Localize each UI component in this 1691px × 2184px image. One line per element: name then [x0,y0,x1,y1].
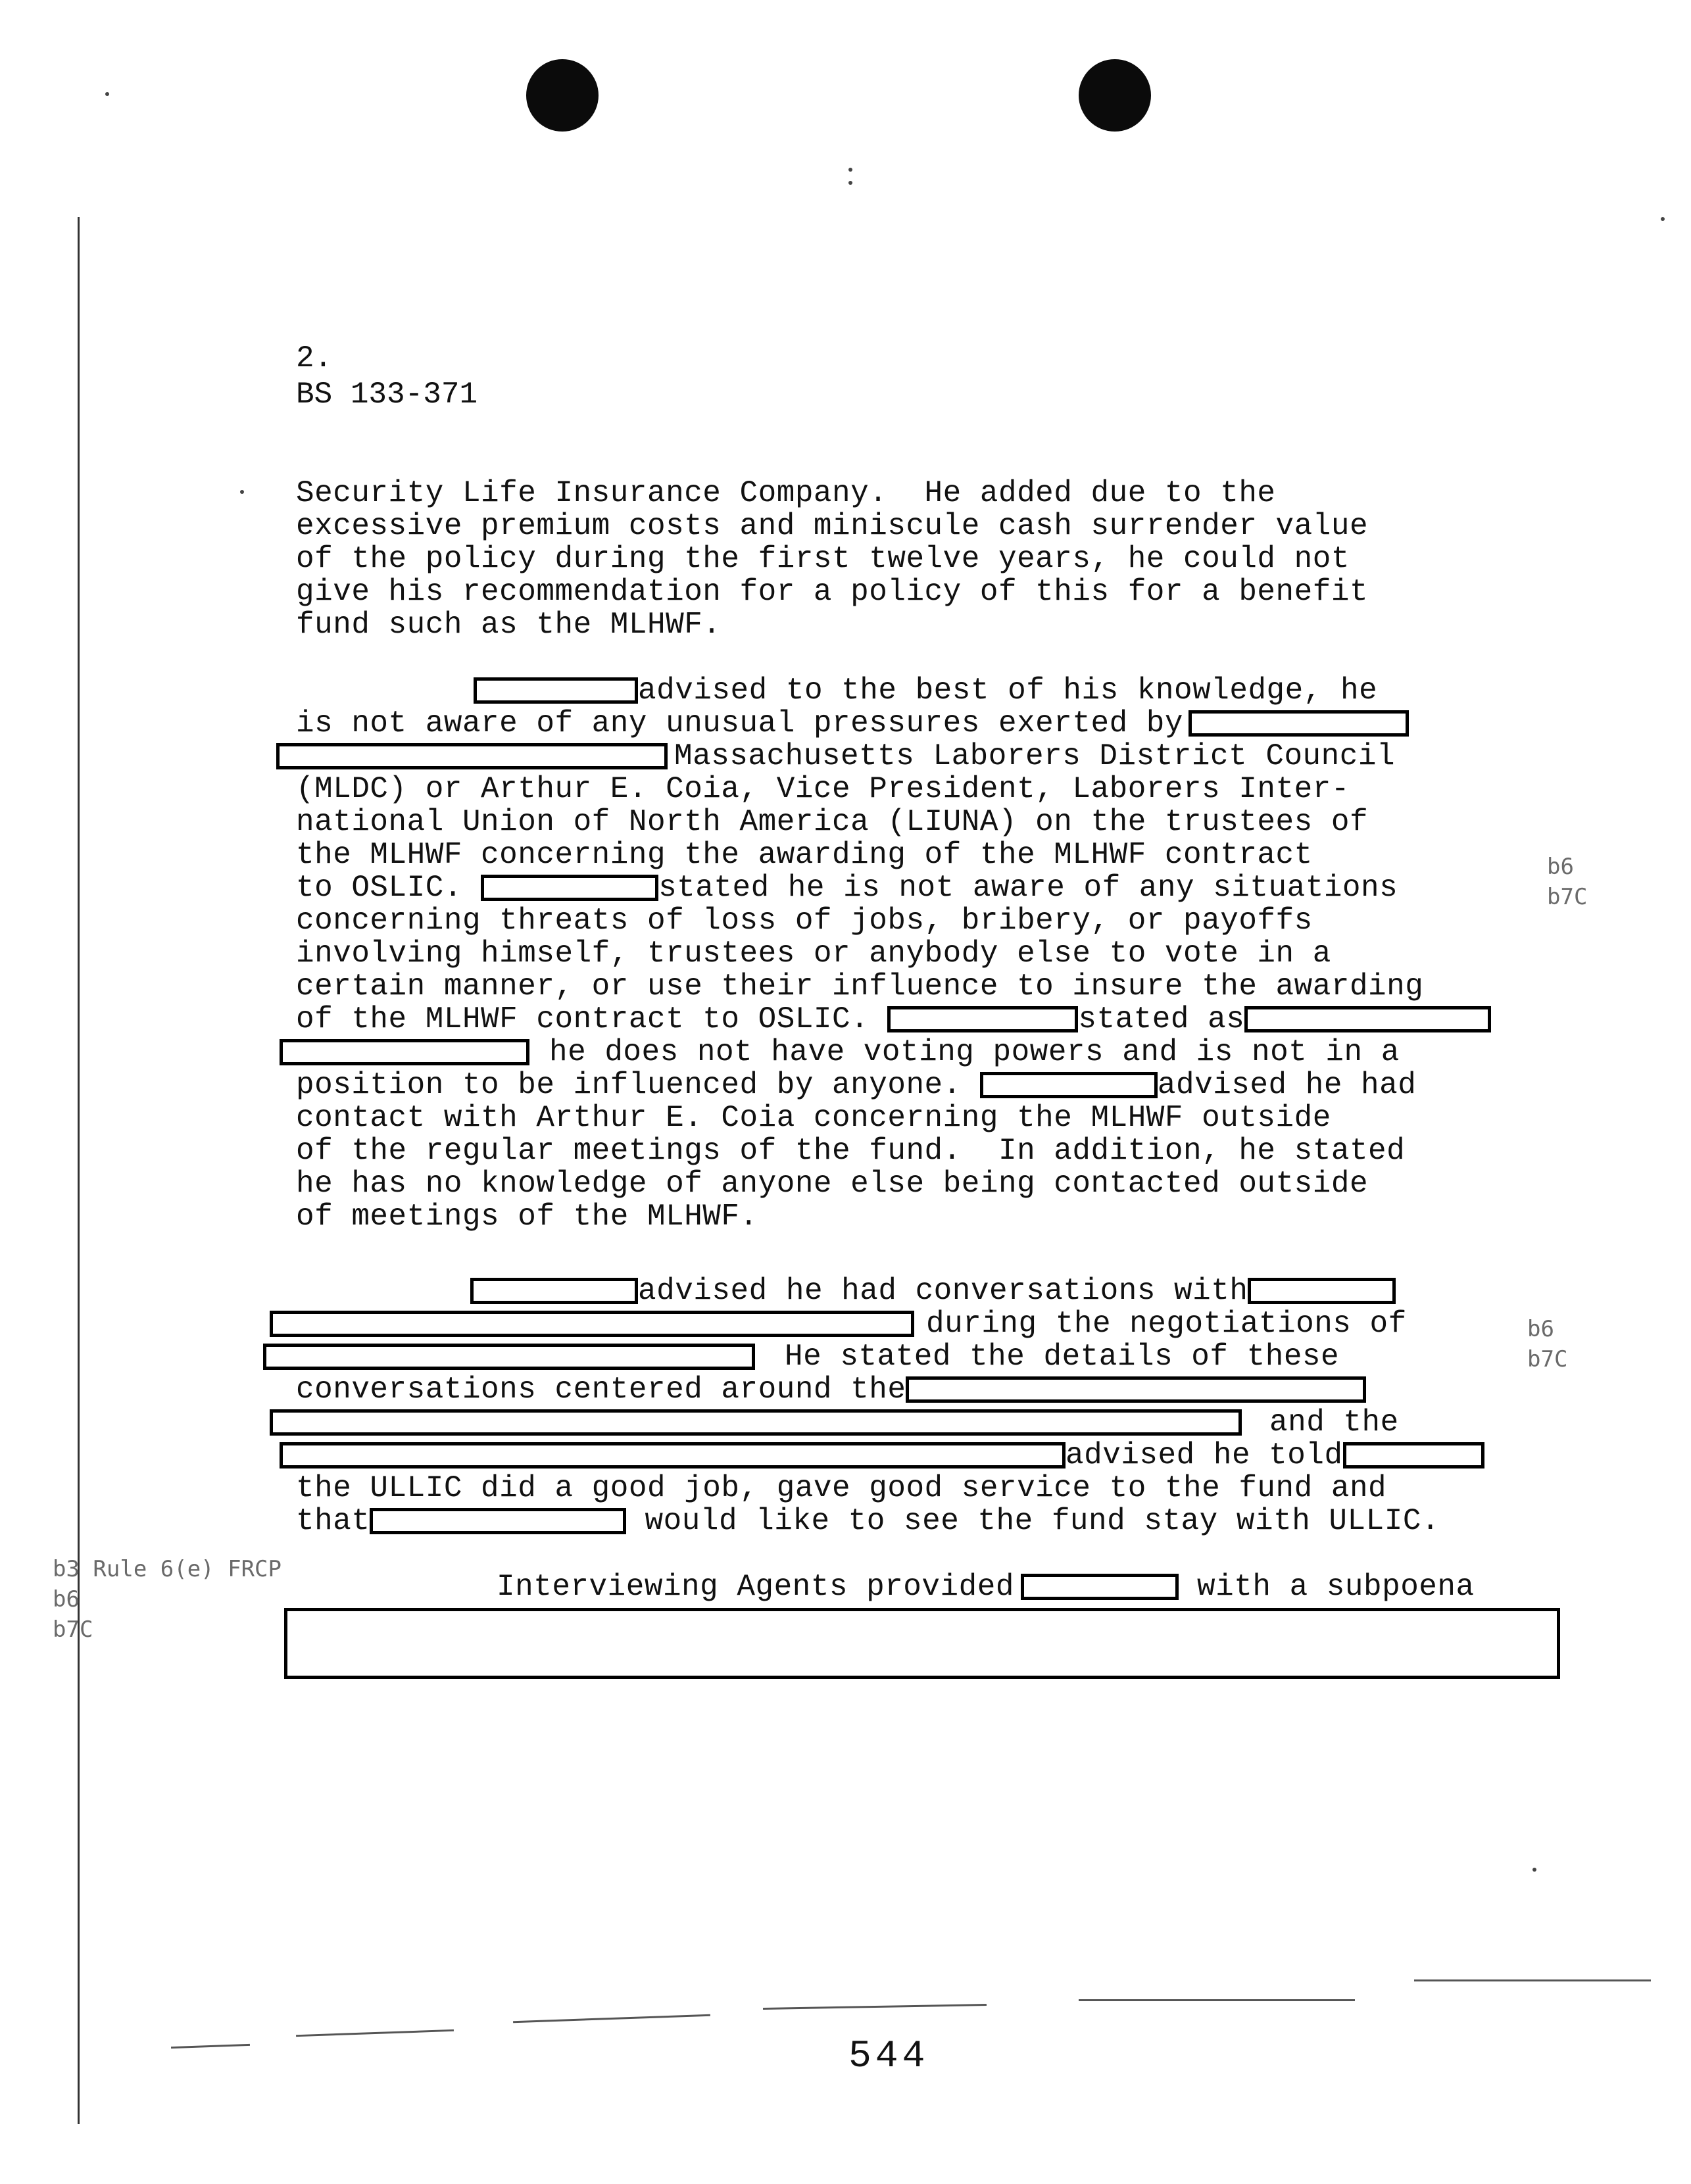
text-segment: conversations centered around the [296,1372,906,1407]
text-line [270,1406,1399,1439]
text-line [280,1036,1400,1069]
scan-artifact [240,490,244,494]
redaction-box [980,1072,1158,1098]
exemption-code: b7C [1547,884,1588,910]
text-segment: advised he told [1066,1438,1343,1472]
text-segment: and the [1269,1405,1399,1440]
file-number: BS 133-371 [296,377,478,412]
redaction-box [1244,1006,1491,1032]
text-segment: is not aware of any unusual pressures exerted by [296,706,1184,740]
exemption-code: b3 Rule 6(e) FRCP [53,1556,282,1582]
text-line: contact with Arthur E. Coia concerning the MLHWF outside [296,1101,1331,1135]
text-line: concerning threats of loss of jobs, bribery, or payoffs [296,904,1313,938]
text-line: (MLDC) or Arthur E. Coia, Vice President, Laborers Inter- [296,772,1350,806]
punch-hole-right [1079,59,1151,132]
text-line [497,1570,1475,1603]
text-segment: Interviewing Agents provided [497,1570,1014,1604]
text-line: certain manner, or use their influence to insure the awarding [296,969,1424,1004]
text-segment: Massachusetts Laborers District Council [674,739,1396,773]
text-segment: He stated the details of these [785,1340,1340,1374]
text-segment: advised to the best of his knowledge, he [638,673,1378,708]
text-line: national Union of North America (LIUNA) on the trustees of [296,805,1369,839]
text-segment: position to be influenced by anyone. [296,1068,962,1102]
text-line [270,1307,1407,1340]
scan-artifact [848,168,852,172]
text-line: give his recommendation for a policy of this for a benefit [296,575,1369,609]
redaction-box [270,1311,914,1337]
text-line [296,1505,1440,1538]
exemption-code: b6 [1547,854,1574,880]
text-segment: with a subpoena [1197,1570,1475,1604]
punch-hole-left [526,59,599,132]
text-segment: stated he is not aware of any situations [658,871,1398,905]
scan-artifact [1661,217,1665,221]
scan-artifact [763,2004,987,2010]
scan-artifact [848,181,852,185]
redaction-box [263,1344,755,1370]
text-line: excessive premium costs and miniscule cash surrender value [296,509,1369,543]
scan-artifact [1414,1979,1651,1981]
redaction-box [284,1608,1560,1679]
text-line [280,1439,1484,1472]
exemption-code: b7C [53,1616,93,1643]
exemption-code: b6 [1527,1316,1554,1342]
page-number: 2. [296,341,333,376]
redaction-box [280,1442,1066,1468]
redaction-box [370,1508,626,1534]
redaction-box [470,1278,638,1304]
scan-artifact [171,2044,250,2049]
redaction-box [276,743,668,769]
text-segment: advised he had [1157,1068,1417,1102]
text-line: the MLHWF concerning the awarding of the MLHWF contract [296,838,1313,872]
text-segment: he does not have voting powers and is not in a [549,1035,1400,1069]
text-line [296,1003,1491,1036]
redaction-box [474,677,638,704]
redaction-box [280,1039,529,1065]
scan-artifact [1532,1868,1536,1872]
text-line: Security Life Insurance Company. He added due to the [296,476,1276,510]
text-line [296,1373,1366,1406]
redaction-box [1248,1278,1396,1304]
exemption-code: b6 [53,1586,80,1613]
redaction-box [1343,1442,1484,1468]
text-segment: during the negotiations of [926,1307,1407,1341]
scan-artifact [1079,1999,1355,2001]
text-line [296,1069,1416,1102]
scan-artifact [105,92,109,96]
text-line: of the regular meetings of the fund. In addition, he stated [296,1134,1406,1168]
text-segment: of the MLHWF contract to OSLIC. [296,1002,870,1036]
redaction-box [1189,710,1409,737]
text-line [296,707,1409,740]
margin-rule [78,217,80,2124]
redaction-box [1021,1574,1179,1600]
text-line [470,1274,1396,1307]
text-line [474,674,1377,707]
text-segment: would like to see the fund stay with ULLIC. [645,1504,1440,1538]
text-line: fund such as the MLHWF. [296,608,722,642]
text-segment: stated as [1078,1002,1245,1036]
redaction-box [887,1006,1078,1032]
text-line: the ULLIC did a good job, gave good service to the fund and [296,1471,1387,1505]
text-segment: that [296,1504,370,1538]
scan-artifact [513,2014,710,2023]
text-line [263,1340,1339,1373]
text-line [296,871,1398,904]
text-line: of meetings of the MLHWF. [296,1200,758,1234]
redaction-box [270,1409,1242,1436]
text-line [276,740,1395,773]
text-line: involving himself, trustees or anybody else to vote in a [296,936,1331,971]
text-segment: to OSLIC. [296,871,462,905]
bates-number: 544 [848,2035,929,2078]
redaction-box [481,875,658,901]
exemption-code: b7C [1527,1346,1568,1372]
text-line: of the policy during the first twelve years, he could not [296,542,1350,576]
redaction-box [906,1376,1366,1403]
text-segment: advised he had conversations with [638,1274,1248,1308]
scan-artifact [296,2029,454,2037]
text-line: he has no knowledge of anyone else being contacted outside [296,1167,1369,1201]
